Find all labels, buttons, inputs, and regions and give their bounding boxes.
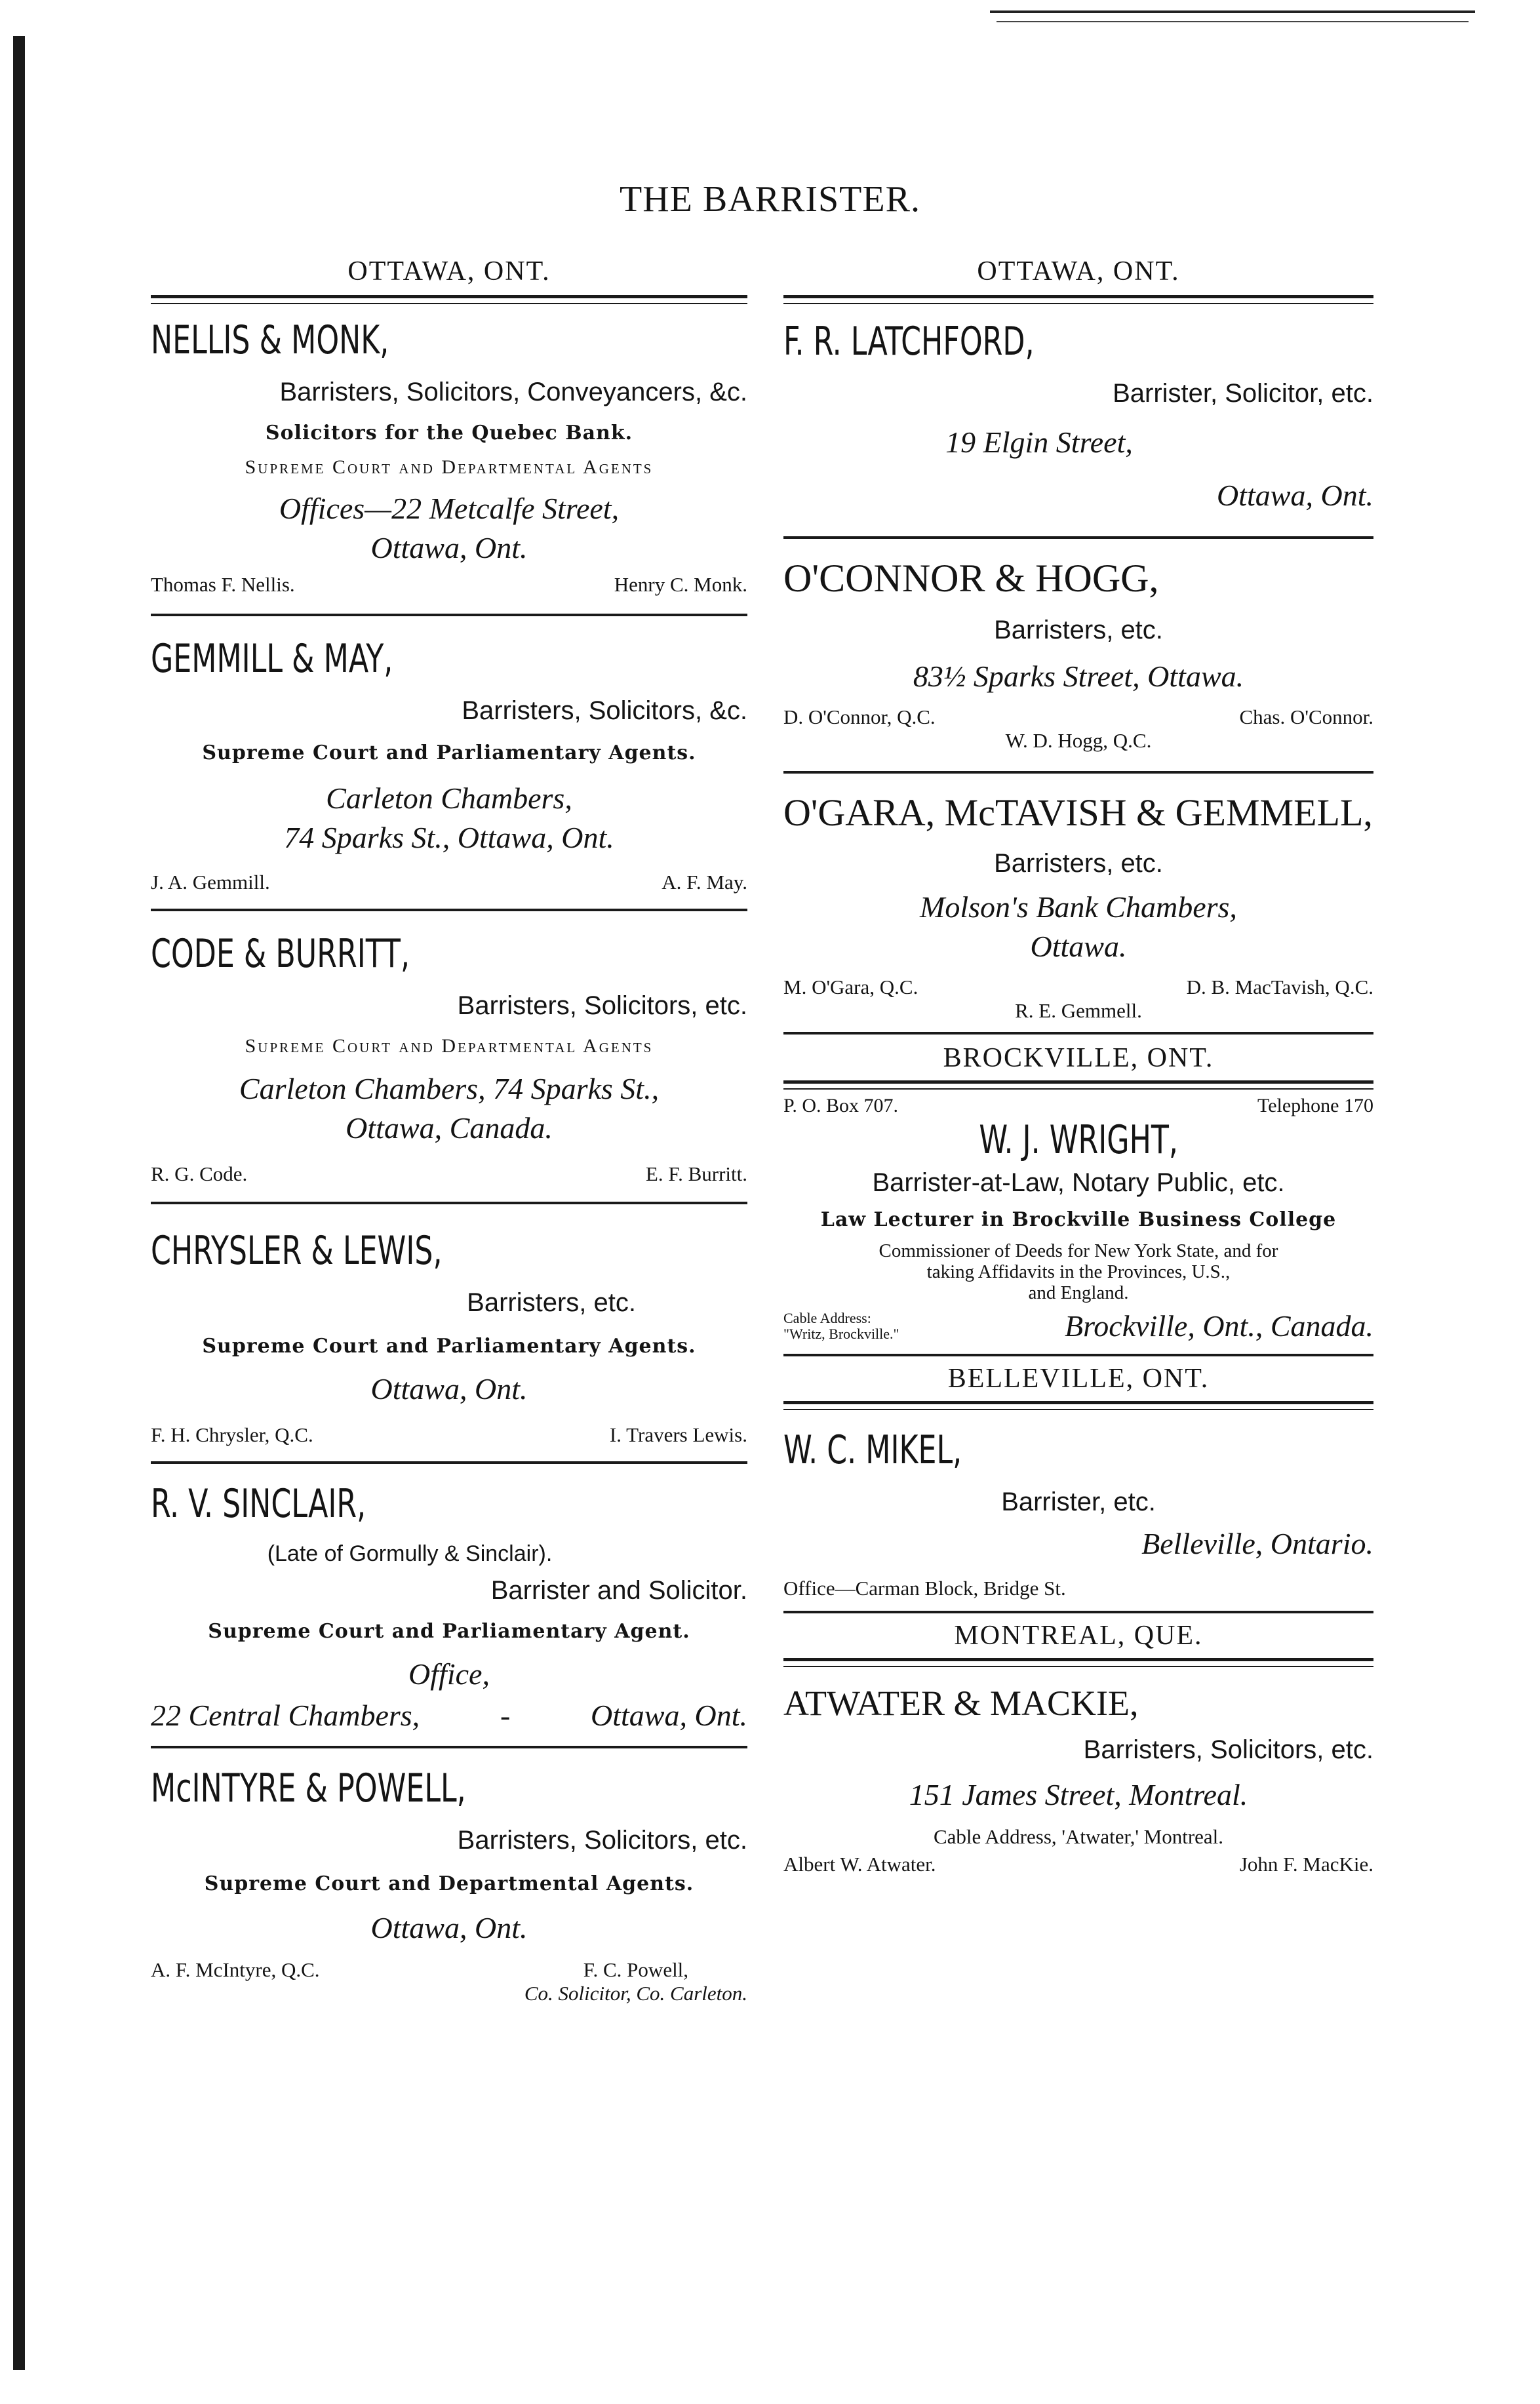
partner-names (783, 1853, 1373, 1876)
card-gemmill-may (151, 636, 747, 894)
top-rule (990, 10, 1475, 13)
agent-line: Solicitors for the Quebec Bank. (265, 422, 633, 444)
address-line: 19 Elgin Street, (945, 425, 1133, 459)
firm-description: Barrister, Solicitor, etc. (1113, 379, 1373, 408)
rule (783, 1354, 1373, 1356)
partner-name: A. F. McIntyre, Q.C. (151, 1958, 320, 1981)
address-line: Ottawa. (1030, 930, 1127, 963)
partner-names (151, 573, 747, 597)
address-line: Brockville, Ont., Canada. (1065, 1309, 1373, 1343)
agent-line: Supreme Court and Parliamentary Agent. (208, 1620, 690, 1643)
address-line: 151 James Street, Montreal. (909, 1778, 1248, 1811)
firm-description: Barristers, etc. (994, 849, 1163, 878)
region-heading: BROCKVILLE, ONT. (943, 1043, 1214, 1073)
partner-name: John F. MacKie. (1239, 1853, 1373, 1876)
firm-name: W. J. WRIGHT, (979, 1117, 1178, 1163)
rule (151, 614, 747, 616)
partner-name: W. D. Hogg, Q.C. (1005, 729, 1152, 752)
left-column (151, 256, 747, 2005)
partner-name: J. A. Gemmill. (151, 871, 270, 894)
address-line: Ottawa, Ont. (1217, 479, 1373, 512)
agent-line: Supreme Court and Parliamentary Agents. (202, 1335, 696, 1358)
firm-description: Barristers, Solicitors, Conveyancers, &c. (279, 378, 747, 406)
rule (783, 536, 1373, 539)
partner-name: Henry C. Monk. (614, 573, 747, 596)
double-rule (783, 1080, 1373, 1090)
address-line: Ottawa, Ont. (370, 531, 528, 564)
agent-line-2: Supreme Court and Departmental Agents (245, 1035, 654, 1057)
address-line: Offices—22 Metcalfe Street, (279, 492, 620, 525)
cable-address (783, 1310, 899, 1342)
cable-label: Cable Address: (783, 1309, 871, 1326)
address-line: Office, (408, 1657, 490, 1691)
cable-row (783, 1309, 1373, 1343)
firm-name: R. V. SINCLAIR, (151, 1481, 366, 1527)
agent-line: Supreme Court and Departmental Agents. (204, 1872, 694, 1895)
region-heading: MONTREAL, QUE. (954, 1621, 1203, 1651)
partner-names (783, 975, 1373, 999)
card-mcintyre-powell (151, 1765, 747, 2005)
agent-line: Law Lecturer in Brockville Business College (820, 1208, 1337, 1231)
partner-names (151, 1958, 747, 2005)
rule (151, 1746, 747, 1748)
address-line: Carleton Chambers, (326, 781, 572, 815)
card-wright (783, 1095, 1373, 1343)
card-code-burritt (151, 931, 747, 1186)
partner-name: F. C. Powell, (583, 1958, 689, 1981)
double-rule (783, 1401, 1373, 1410)
rule (151, 1202, 747, 1204)
partner-name: M. O'Gara, Q.C. (783, 975, 918, 998)
region-heading: OTTAWA, ONT. (977, 256, 1180, 286)
po-box: P. O. Box 707. (783, 1095, 899, 1116)
rule (783, 1032, 1373, 1035)
partner-name: E. F. Burritt. (645, 1162, 747, 1185)
firm-description: Barrister and Solicitor. (490, 1576, 747, 1605)
partner-name: Chas. O'Connor. (1239, 705, 1373, 728)
card-nellis-monk (151, 317, 747, 597)
firm-description: Barrister-at-Law, Notary Public, etc. (872, 1168, 1285, 1197)
running-head: THE BARRISTER. (620, 179, 920, 220)
address-row (151, 1698, 747, 1733)
address-line: 83½ Sparks Street, Ottawa. (913, 660, 1244, 693)
double-rule (783, 295, 1373, 304)
note-block (783, 1240, 1373, 1303)
address-line: Ottawa, Ont. (591, 1699, 747, 1732)
telephone: Telephone 170 (1257, 1095, 1373, 1116)
cable-address: Cable Address, 'Atwater,' Montreal. (933, 1825, 1224, 1848)
address-line: Belleville, Ontario. (1141, 1527, 1373, 1560)
firm-description: Barristers, Solicitors, etc. (457, 991, 747, 1020)
partner-name: Thomas F. Nellis. (151, 573, 295, 596)
address-line: Carleton Chambers, 74 Sparks St., (239, 1072, 660, 1105)
firm-description: Barristers, etc. (467, 1288, 636, 1317)
address-line: Ottawa, Canada. (346, 1111, 553, 1145)
partner-name: Albert W. Atwater. (783, 1853, 936, 1876)
partner-name: I. Travers Lewis. (609, 1423, 747, 1446)
partner-name: D. O'Connor, Q.C. (783, 705, 936, 728)
firm-name: O'GARA, McTAVISH & GEMMELL, (783, 791, 1373, 834)
card-sinclair (151, 1481, 747, 1733)
firm-name: CODE & BURRITT, (151, 931, 410, 977)
firm-description: Barristers, Solicitors, etc. (1083, 1735, 1373, 1764)
firm-name: F. R. LATCHFORD, (783, 319, 1035, 365)
rule (151, 909, 747, 911)
address-line: Ottawa, Ont. (370, 1911, 528, 1944)
rule (783, 771, 1373, 774)
partner-name: R. E. Gemmell. (1015, 999, 1142, 1022)
binding-rule (13, 36, 25, 2370)
card-oconnor-hogg (783, 556, 1373, 753)
note-line: taking Affidavits in the Provinces, U.S., (926, 1261, 1231, 1282)
right-column (783, 256, 1373, 1876)
note-line: and England. (1028, 1282, 1129, 1303)
partner-name: F. H. Chrysler, Q.C. (151, 1423, 313, 1446)
region-heading: BELLEVILLE, ONT. (947, 1364, 1210, 1394)
firm-description: Barristers, etc. (994, 616, 1163, 644)
double-rule (151, 295, 747, 304)
firm-description: Barristers, Solicitors, etc. (457, 1826, 747, 1855)
firm-former-name: (Late of Gormully & Sinclair). (267, 1541, 553, 1566)
cable-value: "Writz, Brockville." (783, 1325, 899, 1342)
card-atwater-mackie (783, 1683, 1373, 1876)
office-line: Office—Carman Block, Bridge St. (783, 1577, 1066, 1600)
firm-name: CHRYSLER & LEWIS, (151, 1228, 443, 1274)
firm-name: McINTYRE & POWELL, (151, 1765, 466, 1811)
partner-name: A. F. May. (661, 871, 747, 894)
address-line: Ottawa, Ont. (370, 1372, 528, 1406)
firm-name: ATWATER & MACKIE, (783, 1684, 1139, 1723)
card-chrysler-lewis (151, 1228, 747, 1447)
firm-name: O'CONNOR & HOGG, (783, 557, 1159, 600)
region-heading: OTTAWA, ONT. (347, 256, 551, 286)
address-line: 22 Central Chambers, (151, 1699, 420, 1732)
dash: - (500, 1699, 511, 1732)
card-ogara (783, 791, 1373, 1023)
firm-description: Barristers, Solicitors, &c. (462, 696, 747, 725)
rule (151, 1461, 747, 1464)
top-rule-thin (997, 21, 1469, 22)
partner-title: Co. Solicitor, Co. Carleton. (524, 1982, 747, 2005)
contact-row (783, 1095, 1373, 1117)
card-mikel (783, 1427, 1373, 1600)
partner-names (151, 1162, 747, 1186)
address-line: Molson's Bank Chambers, (920, 890, 1237, 924)
agent-line-2: Supreme Court and Departmental Agents (245, 456, 654, 478)
card-latchford (783, 319, 1373, 513)
partner-names (151, 871, 747, 894)
partner-names (151, 1423, 747, 1447)
partner-name-block (524, 1958, 747, 2005)
note-line: Commissioner of Deeds for New York State, and for (879, 1240, 1278, 1261)
double-rule (783, 1658, 1373, 1667)
firm-name: NELLIS & MONK, (151, 317, 389, 363)
rule (783, 1611, 1373, 1613)
firm-name: GEMMILL & MAY, (151, 636, 393, 682)
partner-names (783, 705, 1373, 729)
partner-name: R. G. Code. (151, 1162, 248, 1185)
firm-description: Barrister, etc. (1001, 1488, 1156, 1516)
firm-name: W. C. MIKEL, (783, 1427, 962, 1473)
address-line: 74 Sparks St., Ottawa, Ont. (284, 821, 614, 854)
partner-name: D. B. MacTavish, Q.C. (1186, 975, 1373, 998)
agent-line: Supreme Court and Parliamentary Agents. (202, 741, 696, 764)
